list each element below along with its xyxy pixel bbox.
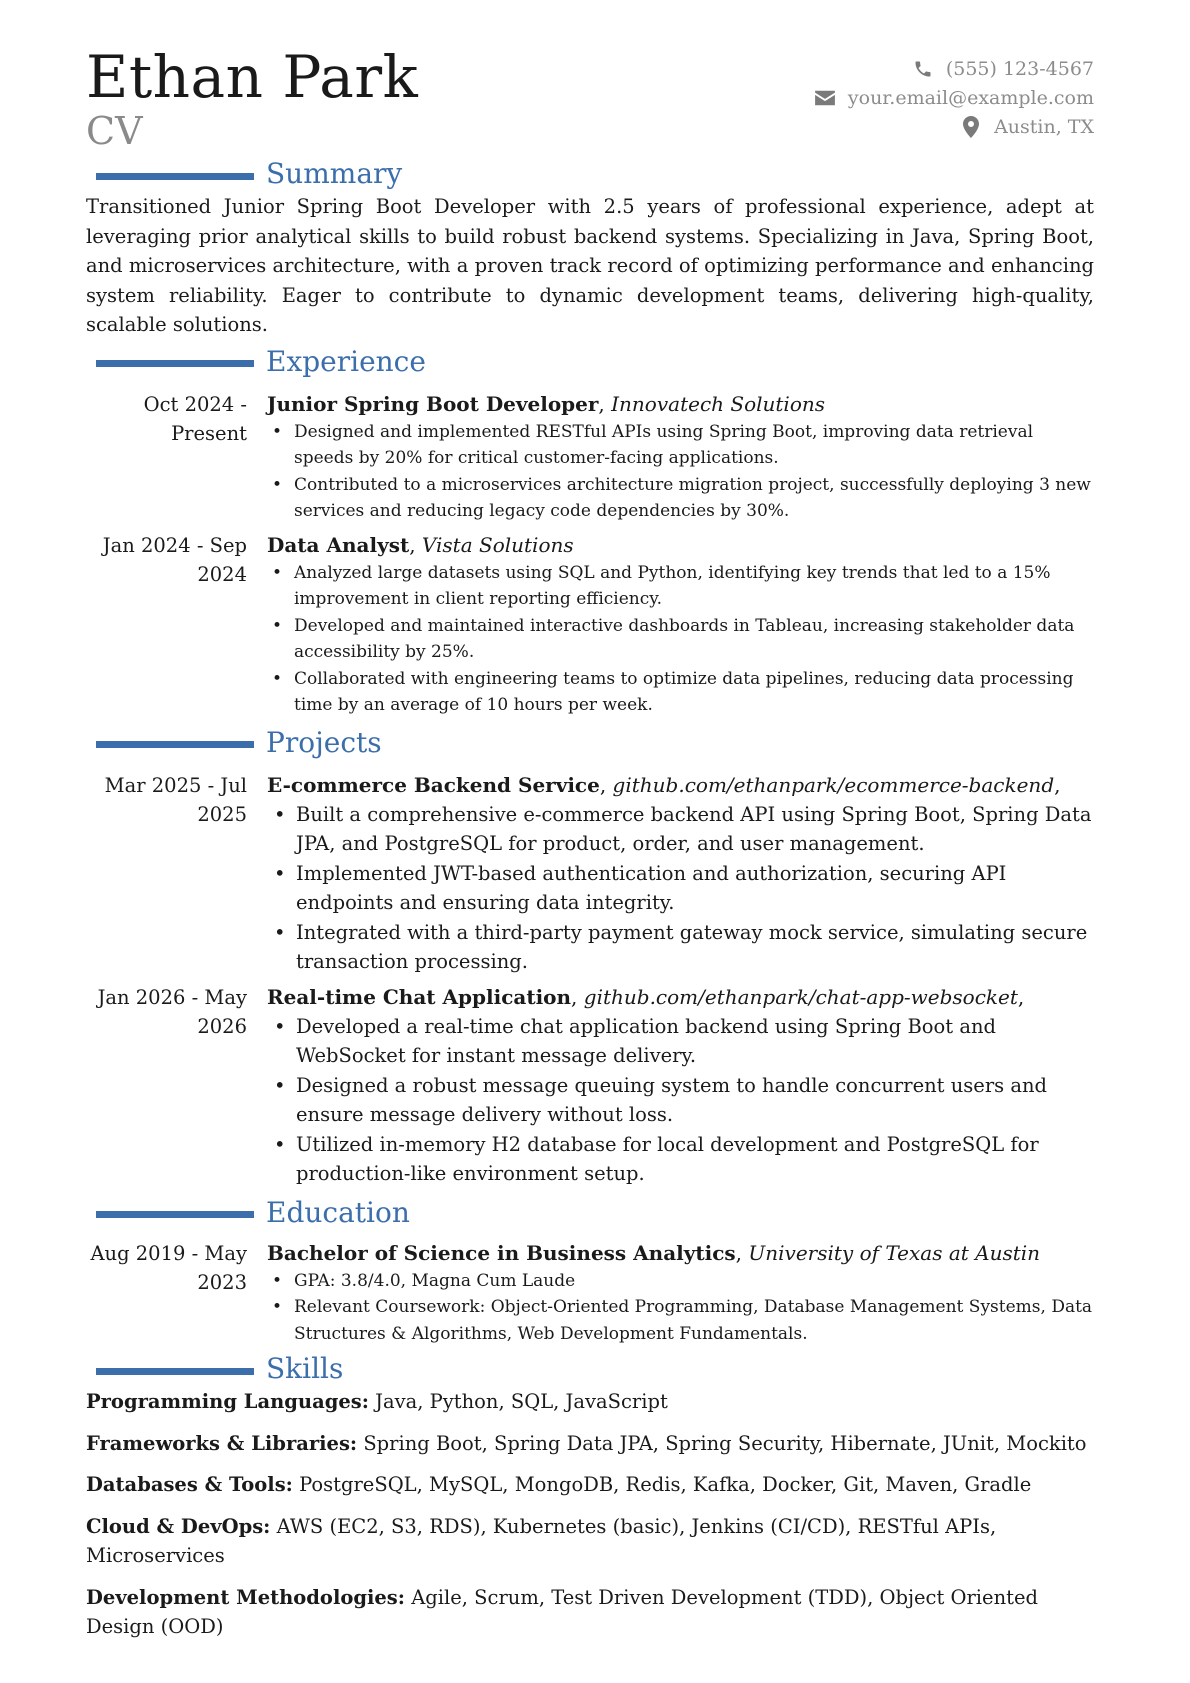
experience-entry	[86, 390, 1094, 525]
list-item: • Contributed to a microservices architecture migration project, successfully deploying 3 new services and reducing legacy code dependencies by 30%.	[294, 472, 1094, 525]
entry-heading: Bachelor of Science in Business Analytics, University of Texas at Austin	[267, 1240, 1041, 1265]
section-title: Projects	[266, 725, 382, 759]
list-item: • Collaborated with engineering teams to optimize data pipelines, reducing data processing time by an average of 10 hours per week.	[294, 666, 1094, 719]
entry-title: Bachelor of Science in Business Analytics	[267, 1240, 736, 1265]
section-bar	[96, 360, 254, 367]
entry-heading: E-commerce Backend Service, github.com/ethanpark/ecommerce-backend,	[267, 772, 1061, 797]
contact-email	[814, 83, 1094, 112]
skill-row	[86, 1470, 1094, 1500]
entry-title: Junior Spring Boot Developer	[267, 391, 599, 416]
contact-phone	[814, 54, 1094, 83]
candidate-name: Ethan Park	[86, 43, 419, 111]
document-label: CV	[86, 109, 143, 153]
entry-title: E-commerce Backend Service	[267, 772, 600, 797]
section-projects-heading	[96, 725, 1094, 761]
entry-title: Real-time Chat Application	[267, 984, 572, 1009]
list-item: • Integrated with a third-party payment gateway mock service, simulating secure transaction processing.	[296, 918, 1094, 977]
skill-value: AWS (EC2, S3, RDS), Kubernetes (basic), Jenkins (CI/CD), RESTful APIs, Microservices	[86, 1514, 997, 1567]
location-text: Austin, TX	[994, 115, 1094, 138]
phone-icon	[912, 58, 934, 80]
experience-entry	[86, 531, 1094, 719]
project-link[interactable]: github.com/ethanpark/chat-app-websocket	[583, 984, 1018, 1009]
list-item: • Implemented JWT-based authentication and authorization, securing API endpoints and ensuring data integrity.	[296, 859, 1094, 918]
section-title: Experience	[266, 344, 426, 378]
skill-label: Databases & Tools:	[86, 1473, 293, 1496]
section-bar	[96, 741, 254, 748]
list-item: • Built a comprehensive e-commerce backend API using Spring Boot, Spring Data JPA, and PostgreSQL for product, order, and user management.	[296, 800, 1094, 859]
skill-row	[86, 1429, 1094, 1459]
skill-row	[86, 1583, 1094, 1642]
summary-text: Transitioned Junior Spring Boot Developer with 2.5 years of professional experience, adept at leveraging prior analytical skills to build robust backend systems. Specializing in Java, Spring Boot, and microservices architecture, with a proven track record of optimizing performance and enhancing system reliability. Eager to contribute to dynamic development teams, delivering high-quality, scalable solutions.	[86, 195, 1094, 336]
section-title: Summary	[266, 157, 403, 190]
list-item: • Designed and implemented RESTful APIs using Spring Boot, improving data retrieval speeds by 20% for critical customer-facing applications.	[294, 419, 1094, 472]
list-item: • Designed a robust message queuing system to handle concurrent users and ensure message delivery without loss.	[296, 1071, 1094, 1130]
section-experience-heading	[96, 344, 1094, 380]
entry-bullets	[267, 1268, 1094, 1348]
section-title: Education	[266, 1195, 410, 1229]
email-text[interactable]: your.email@example.com	[847, 86, 1094, 109]
skill-label: Programming Languages:	[86, 1390, 369, 1413]
contact-location	[814, 112, 1094, 141]
list-item: • Developed and maintained interactive dashboards in Tableau, increasing stakeholder data accessibility by 25%.	[294, 613, 1094, 666]
list-item: • Analyzed large datasets using SQL and Python, identifying key trends that led to a 15% improvement in client reporting efficiency.	[294, 560, 1094, 613]
project-entry	[86, 983, 1094, 1189]
section-bar	[96, 1368, 254, 1375]
entry-date: Aug 2019 - May 2023	[90, 1241, 247, 1294]
entry-heading: Junior Spring Boot Developer, Innovatech Solutions	[267, 391, 826, 416]
skill-value: Spring Boot, Spring Data JPA, Spring Security, Hibernate, JUnit, Mockito	[363, 1431, 1087, 1455]
entry-heading: Data Analyst, Vista Solutions	[267, 532, 574, 557]
project-link[interactable]: github.com/ethanpark/ecommerce-backend	[612, 772, 1055, 797]
entry-org: University of Texas at Austin	[748, 1240, 1041, 1265]
resume-page	[86, 40, 1094, 1654]
section-title: Skills	[266, 1352, 344, 1385]
education-entry	[86, 1239, 1094, 1348]
envelope-icon	[814, 87, 836, 109]
entry-bullets	[267, 1012, 1094, 1189]
entry-bullets	[267, 419, 1094, 525]
entry-date: Oct 2024 - Present	[143, 392, 247, 445]
list-item: • Developed a real-time chat application backend using Spring Boot and WebSocket for instant message delivery.	[296, 1012, 1094, 1071]
entry-date: Mar 2025 - Jul 2025	[104, 773, 247, 826]
section-bar	[96, 173, 254, 180]
entry-date: Jan 2024 - Sep 2024	[102, 533, 247, 586]
resume-header	[86, 40, 1094, 156]
skill-value: PostgreSQL, MySQL, MongoDB, Redis, Kafka, Docker, Git, Maven, Gradle	[299, 1473, 1032, 1496]
entry-bullets	[267, 800, 1094, 977]
section-bar	[96, 1211, 254, 1218]
skills-list	[86, 1387, 1094, 1642]
skill-value: Agile, Scrum, Test Driven Development (TDD), Object Oriented Design (OOD)	[86, 1585, 1039, 1638]
section-summary-heading	[96, 156, 1094, 192]
list-item: • Utilized in-memory H2 database for local development and PostgreSQL for production-like environment setup.	[296, 1130, 1094, 1189]
skill-row	[86, 1387, 1094, 1417]
entry-bullets	[267, 560, 1094, 719]
section-skills-heading	[96, 1351, 1094, 1387]
list-item: • GPA: 3.8/4.0, Magna Cum Laude	[294, 1268, 1094, 1295]
phone-text: (555) 123-4567	[945, 57, 1094, 80]
entry-heading: Real-time Chat Application, github.com/ethanpark/chat-app-websocket,	[267, 984, 1025, 1009]
skill-value: Java, Python, SQL, JavaScript	[375, 1390, 668, 1413]
skill-label: Development Methodologies:	[86, 1585, 405, 1609]
entry-org: Innovatech Solutions	[611, 391, 826, 416]
section-education-heading	[96, 1195, 1094, 1231]
skill-label: Frameworks & Libraries:	[86, 1431, 358, 1455]
entry-date: Jan 2026 - May 2026	[97, 985, 247, 1038]
entry-title: Data Analyst	[267, 532, 410, 557]
entry-org: Vista Solutions	[421, 532, 574, 557]
list-item: • Relevant Coursework: Object-Oriented Programming, Database Management Systems, Data Structures & Algorithms, Web Development Fundamentals.	[294, 1294, 1094, 1347]
skill-label: Cloud & DevOps:	[86, 1514, 271, 1538]
skill-row	[86, 1512, 1094, 1571]
contact-info	[814, 54, 1094, 141]
map-marker-icon	[960, 116, 982, 138]
project-entry	[86, 771, 1094, 977]
